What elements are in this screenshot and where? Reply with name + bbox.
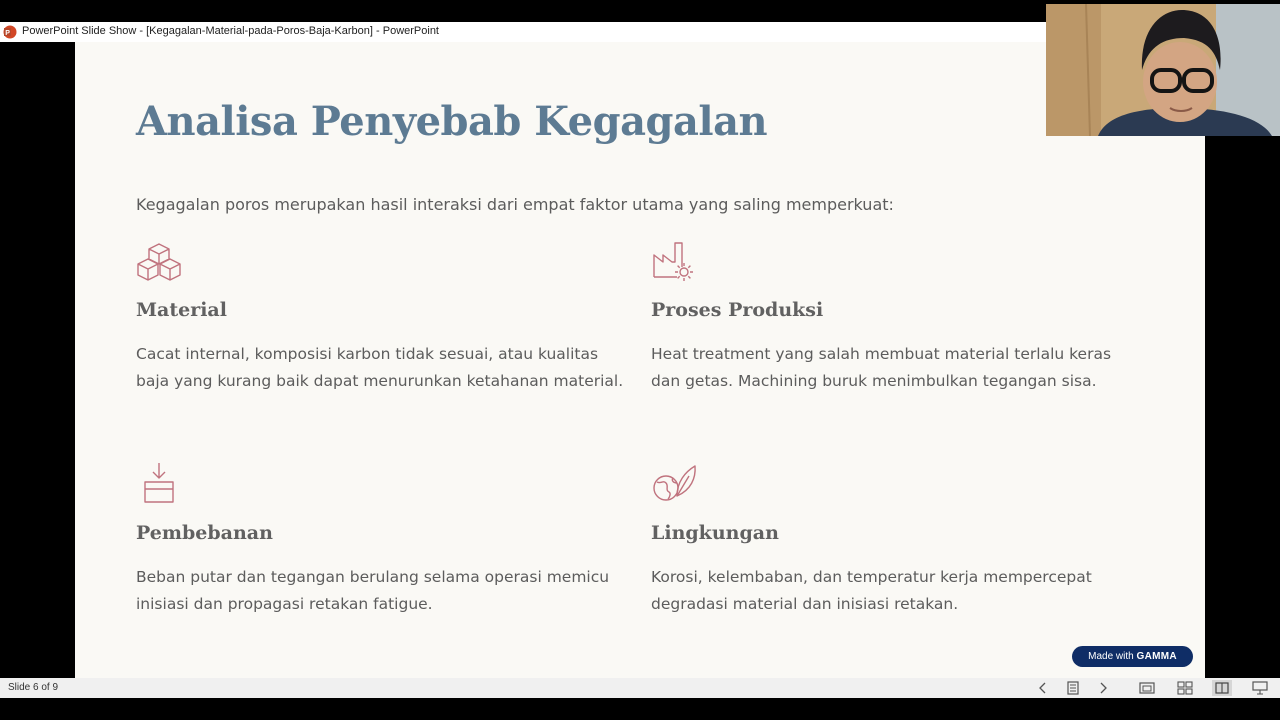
factory-gear-icon: [651, 239, 697, 283]
box-arrow-down-icon: [136, 462, 182, 506]
normal-view-icon[interactable]: [1137, 680, 1157, 696]
status-bar: [0, 678, 1280, 698]
factor-description: Beban putar dan tegangan berulang selama operasi memicu inisiasi dan propagasi retakan fatigue.: [136, 568, 610, 613]
slide-counter: Slide 6 of 9: [8, 682, 59, 693]
slide-heading: Analisa Penyebab Kegagalan: [136, 98, 768, 145]
factor-title: Pembebanan: [136, 522, 273, 544]
slide-sorter-icon[interactable]: [1175, 680, 1195, 696]
slide-intro: Kegagalan poros merupakan hasil interaksi dari empat faktor utama yang saling memperkuat:: [136, 195, 894, 214]
factor-title: Lingkungan: [651, 522, 779, 544]
powerpoint-icon: [3, 25, 17, 39]
factor-description: Heat treatment yang salah membuat material terlalu keras dan getas. Machining buruk menimbulkan tegangan sisa.: [651, 345, 1112, 390]
window-title: PowerPoint Slide Show - [Kegagalan-Material-pada-Poros-Baja-Karbon] - PowerPoint: [22, 25, 439, 37]
reading-view-icon[interactable]: [1212, 680, 1232, 696]
webcam-overlay: [1046, 4, 1280, 136]
badge-prefix: Made with: [1088, 651, 1134, 662]
left-letterbox: [0, 42, 75, 678]
badge-brand: GAMMA: [1136, 651, 1177, 662]
chevron-left-icon[interactable]: [1033, 680, 1053, 696]
factor-description: Korosi, kelembaban, dan temperatur kerja mempercepat degradasi material dan inisiasi retakan.: [651, 568, 1092, 613]
slide-show-icon[interactable]: [1250, 680, 1270, 696]
factor-title: Material: [136, 299, 227, 321]
presenter-video-image: [1046, 4, 1280, 136]
globe-leaf-icon: [651, 462, 697, 506]
right-letterbox: [1205, 42, 1280, 678]
made-with-gamma-badge[interactable]: [1072, 646, 1193, 667]
factor-description: Cacat internal, komposisi karbon tidak sesuai, atau kualitas baja yang kurang baik dapat menurunkan ketahanan material.: [136, 345, 624, 390]
chevron-right-icon[interactable]: [1093, 680, 1113, 696]
svg-text:P: P: [5, 30, 10, 37]
cubes-icon: [136, 239, 182, 283]
slide-menu-icon[interactable]: [1063, 680, 1083, 696]
factor-title: Proses Produksi: [651, 299, 824, 321]
slide-canvas: [75, 42, 1205, 678]
